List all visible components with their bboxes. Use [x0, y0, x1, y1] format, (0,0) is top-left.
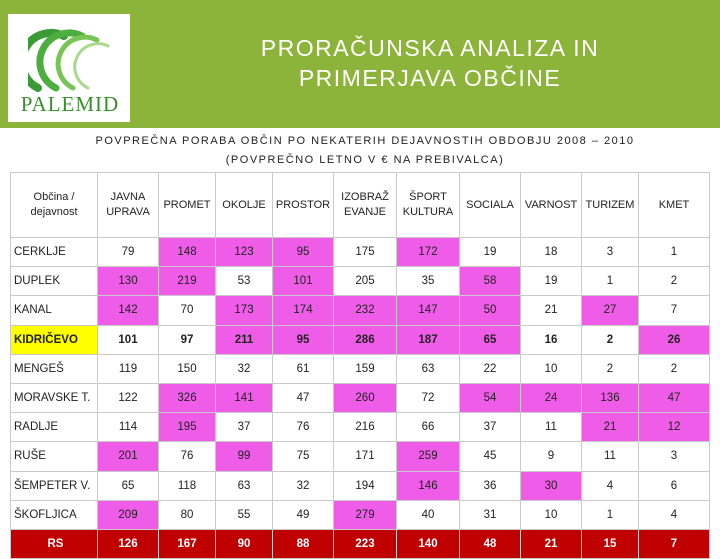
table-cell: 32	[273, 471, 334, 500]
table-cell: 9	[521, 442, 582, 471]
table-cell: 24	[521, 383, 582, 412]
table-cell: 10	[521, 354, 582, 383]
row-municipality-name: ŠEMPETER V.	[11, 471, 98, 500]
table-cell: 140	[397, 529, 460, 558]
table-cell: 36	[460, 471, 521, 500]
table-row	[11, 471, 710, 500]
table-cell: 40	[397, 500, 460, 529]
table-cell: 99	[216, 442, 273, 471]
row-municipality-name: ŠKOFLJICA	[11, 500, 98, 529]
column-header: IZOBRAŽ EVANJE	[334, 173, 397, 238]
table-cell: 159	[334, 354, 397, 383]
column-header: PROSTOR	[273, 173, 334, 238]
table-cell: 2	[582, 325, 639, 354]
table-cell: 136	[582, 383, 639, 412]
row-municipality-name: RADLJE	[11, 413, 98, 442]
table-cell: 32	[216, 354, 273, 383]
table-cell: 101	[98, 325, 159, 354]
table-cell: 95	[273, 325, 334, 354]
logo	[8, 14, 130, 122]
table-row	[11, 354, 710, 383]
table-cell: 61	[273, 354, 334, 383]
table-cell: 58	[460, 267, 521, 296]
table-row	[11, 500, 710, 529]
table-cell: 70	[159, 296, 216, 325]
row-municipality-name: KIDRIČEVO	[11, 325, 98, 354]
table-cell: 205	[334, 267, 397, 296]
table-cell: 47	[639, 383, 710, 412]
table-cell: 223	[334, 529, 397, 558]
table-row	[11, 325, 710, 354]
table-row	[11, 296, 710, 325]
table-body	[11, 238, 710, 559]
table-cell: 2	[582, 354, 639, 383]
table-cell: 286	[334, 325, 397, 354]
table-cell: 3	[639, 442, 710, 471]
row-average-label: RS	[11, 529, 98, 558]
table-cell: 18	[521, 238, 582, 267]
table-cell: 2	[639, 354, 710, 383]
table-cell: 12	[639, 413, 710, 442]
table-cell: 7	[639, 529, 710, 558]
table-cell: 126	[98, 529, 159, 558]
column-header: KMET	[639, 173, 710, 238]
table-cell: 31	[460, 500, 521, 529]
table-cell: 211	[216, 325, 273, 354]
table-cell: 260	[334, 383, 397, 412]
table-cell: 30	[521, 471, 582, 500]
header-banner	[0, 0, 720, 128]
column-header: VARNOST	[521, 173, 582, 238]
table-cell: 7	[639, 296, 710, 325]
table-cell: 123	[216, 238, 273, 267]
table-cell: 172	[397, 238, 460, 267]
table-row	[11, 267, 710, 296]
subtitle-line-2: (POVPREČNO LETNO V € NA PREBIVALCA)	[225, 154, 505, 166]
table-row	[11, 442, 710, 471]
table-cell: 142	[98, 296, 159, 325]
page-title	[150, 33, 710, 93]
table-cell: 76	[159, 442, 216, 471]
logo-arcs-icon	[28, 26, 118, 96]
table-cell: 21	[582, 413, 639, 442]
table-cell: 167	[159, 529, 216, 558]
table-cell: 80	[159, 500, 216, 529]
table-cell: 114	[98, 413, 159, 442]
table-caption	[20, 132, 710, 170]
table-cell: 173	[216, 296, 273, 325]
table-cell: 90	[216, 529, 273, 558]
row-municipality-name: CERKLJE	[11, 238, 98, 267]
column-header: PROMET	[159, 173, 216, 238]
table-cell: 148	[159, 238, 216, 267]
table-cell: 326	[159, 383, 216, 412]
column-header: OKOLJE	[216, 173, 273, 238]
table-cell: 45	[460, 442, 521, 471]
table-cell: 65	[460, 325, 521, 354]
table-cell: 232	[334, 296, 397, 325]
title-line-1: PRORAČUNSKA ANALIZA IN	[260, 35, 600, 61]
table-cell: 95	[273, 238, 334, 267]
table-cell: 216	[334, 413, 397, 442]
table-cell: 150	[159, 354, 216, 383]
table-cell: 171	[334, 442, 397, 471]
table-cell: 1	[582, 500, 639, 529]
table-cell: 47	[273, 383, 334, 412]
column-header: Občina / dejavnost	[11, 173, 98, 238]
table-cell: 122	[98, 383, 159, 412]
row-municipality-name: MORAVSKE T.	[11, 383, 98, 412]
table-cell: 147	[397, 296, 460, 325]
table-cell: 141	[216, 383, 273, 412]
table-cell: 37	[216, 413, 273, 442]
column-header: SOCIALA	[460, 173, 521, 238]
table-cell: 27	[582, 296, 639, 325]
table-cell: 209	[98, 500, 159, 529]
table-cell: 55	[216, 500, 273, 529]
table-cell: 2	[639, 267, 710, 296]
table-row	[11, 413, 710, 442]
table-cell: 21	[521, 296, 582, 325]
table-cell: 201	[98, 442, 159, 471]
table-cell: 49	[273, 500, 334, 529]
table-cell: 130	[98, 267, 159, 296]
table-cell: 10	[521, 500, 582, 529]
table-cell: 259	[397, 442, 460, 471]
table-cell: 37	[460, 413, 521, 442]
column-header: JAVNA UPRAVA	[98, 173, 159, 238]
table-cell: 66	[397, 413, 460, 442]
table-cell: 187	[397, 325, 460, 354]
table-cell: 22	[460, 354, 521, 383]
budget-table	[10, 172, 710, 559]
table-cell: 65	[98, 471, 159, 500]
table-cell: 16	[521, 325, 582, 354]
column-header: ŠPORT KULTURA	[397, 173, 460, 238]
table-cell: 11	[582, 442, 639, 471]
table-cell: 15	[582, 529, 639, 558]
logo-text: PALEMID	[20, 92, 120, 116]
row-municipality-name: MENGEŠ	[11, 354, 98, 383]
table-cell: 146	[397, 471, 460, 500]
row-municipality-name: KANAL	[11, 296, 98, 325]
table-row	[11, 238, 710, 267]
table-cell: 4	[582, 471, 639, 500]
row-municipality-name: DUPLEK	[11, 267, 98, 296]
table-cell: 119	[98, 354, 159, 383]
table-cell: 1	[582, 267, 639, 296]
table-cell: 19	[460, 238, 521, 267]
table-cell: 97	[159, 325, 216, 354]
table-cell: 194	[334, 471, 397, 500]
table-row	[11, 383, 710, 412]
subtitle-line-1: POVPREČNA PORABA OBČIN PO NEKATERIH DEJAVNOSTIH OBDOBJU 2008 – 2010	[95, 135, 635, 147]
table-cell: 76	[273, 413, 334, 442]
table-cell: 1	[639, 238, 710, 267]
table-cell: 35	[397, 267, 460, 296]
column-header: TURIZEM	[582, 173, 639, 238]
table-cell: 101	[273, 267, 334, 296]
table-cell: 48	[460, 529, 521, 558]
table-cell: 63	[397, 354, 460, 383]
table-cell: 53	[216, 267, 273, 296]
table-cell: 21	[521, 529, 582, 558]
table-cell: 3	[582, 238, 639, 267]
table-cell: 72	[397, 383, 460, 412]
table-cell: 79	[98, 238, 159, 267]
table-cell: 63	[216, 471, 273, 500]
table-cell: 54	[460, 383, 521, 412]
table-cell: 4	[639, 500, 710, 529]
table-cell: 175	[334, 238, 397, 267]
header-row	[11, 173, 710, 238]
table-cell: 75	[273, 442, 334, 471]
table-cell: 118	[159, 471, 216, 500]
table-cell: 279	[334, 500, 397, 529]
table-row-average	[11, 529, 710, 558]
table-cell: 11	[521, 413, 582, 442]
row-municipality-name: RUŠE	[11, 442, 98, 471]
table-cell: 195	[159, 413, 216, 442]
title-line-2: PRIMERJAVA OBČINE	[298, 65, 562, 91]
table-cell: 174	[273, 296, 334, 325]
table-cell: 6	[639, 471, 710, 500]
table-cell: 50	[460, 296, 521, 325]
table-cell: 88	[273, 529, 334, 558]
table-cell: 26	[639, 325, 710, 354]
table-cell: 219	[159, 267, 216, 296]
table-cell: 19	[521, 267, 582, 296]
